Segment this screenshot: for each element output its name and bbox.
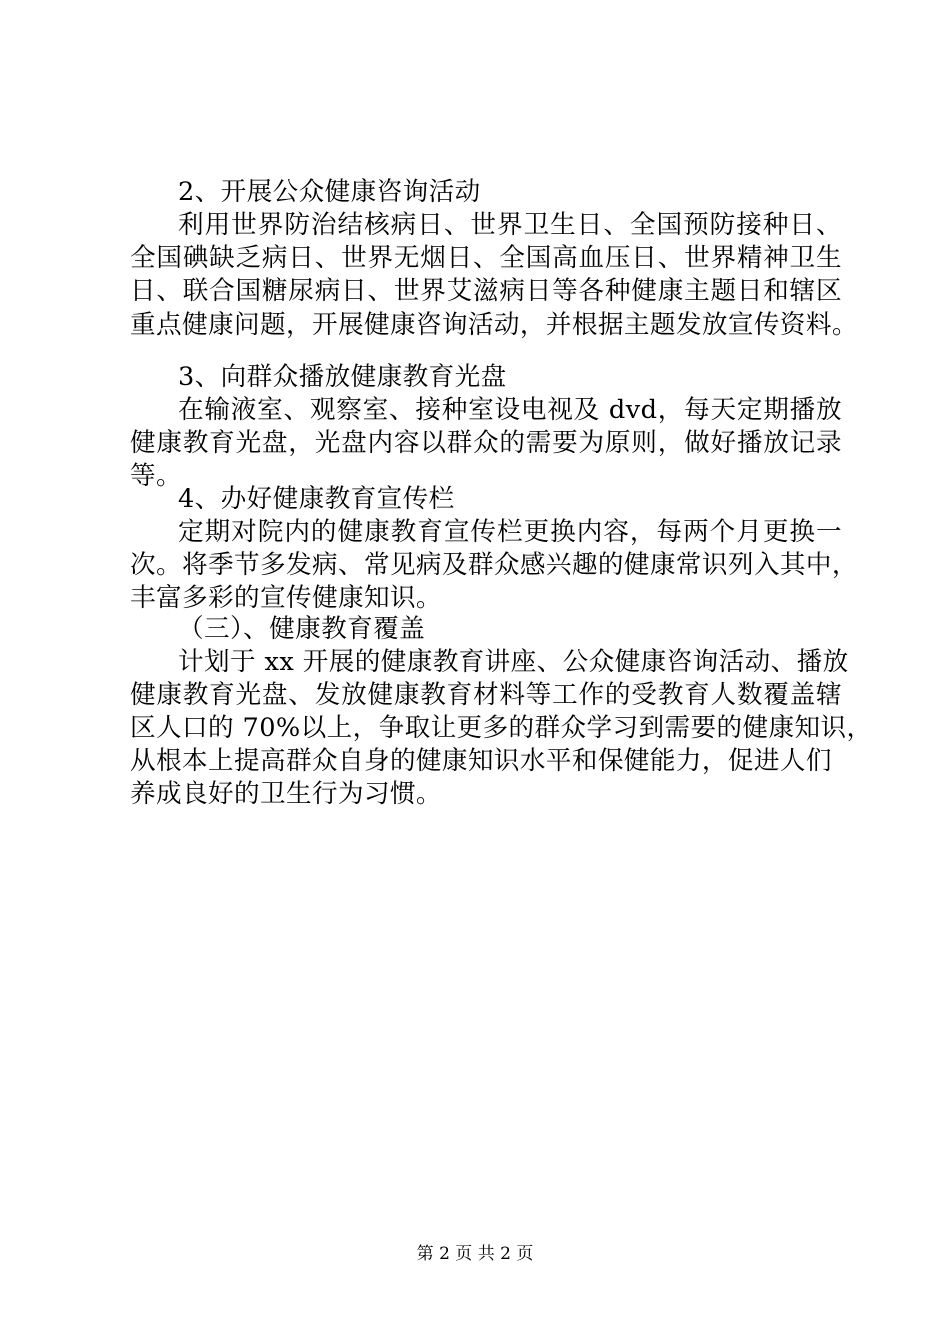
- paragraph-line: 利用世界防治结核病日、世界卫生日、全国预防接种日、: [178, 210, 842, 240]
- paragraph-line: 从根本上提高群众自身的健康知识水平和保健能力，促进人们: [130, 746, 832, 776]
- section-heading: 2、开展公众健康咨询活动: [178, 177, 481, 207]
- paragraph-line: 丰富多彩的宣传健康知识。: [130, 583, 442, 613]
- section-heading: （三）、健康教育覆盖: [178, 614, 426, 644]
- paragraph-line: 计划于 xx 开展的健康教育讲座、公众健康咨询活动、播放: [178, 647, 849, 677]
- paragraph-line: 等。: [130, 461, 182, 491]
- paragraph-line: 日、联合国糖尿病日、世界艾滋病日等各种健康主题日和辖区: [130, 276, 842, 306]
- paragraph-line: 健康教育光盘，光盘内容以群众的需要为原则，做好播放记录: [130, 428, 842, 458]
- section-heading: 3、向群众播放健康教育光盘: [178, 362, 507, 392]
- paragraph-line: 定期对院内的健康教育宣传栏更换内容，每两个月更换一: [178, 517, 842, 547]
- paragraph-line: 全国碘缺乏病日、世界无烟日、全国高血压日、世界精神卫生: [130, 243, 842, 273]
- page-footer: 第 2 页 共 2 页: [416, 1244, 534, 1264]
- paragraph-line: 重点健康问题，开展健康咨询活动，并根据主题发放宣传资料。: [130, 310, 858, 340]
- paragraph-line: 养成良好的卫生行为习惯。: [130, 779, 442, 809]
- paragraph-line: 次。将季节多发病、常见病及群众感兴趣的健康常识列入其中，: [130, 550, 858, 580]
- paragraph-line: 在输液室、观察室、接种室设电视及 dvd，每天定期播放: [178, 395, 842, 425]
- paragraph-line: 健康教育光盘、发放健康教育材料等工作的受教育人数覆盖辖: [130, 680, 842, 710]
- paragraph-line: 区人口的 70%以上，争取让更多的群众学习到需要的健康知识，: [130, 713, 873, 743]
- section-heading: 4、办好健康教育宣传栏: [178, 484, 455, 514]
